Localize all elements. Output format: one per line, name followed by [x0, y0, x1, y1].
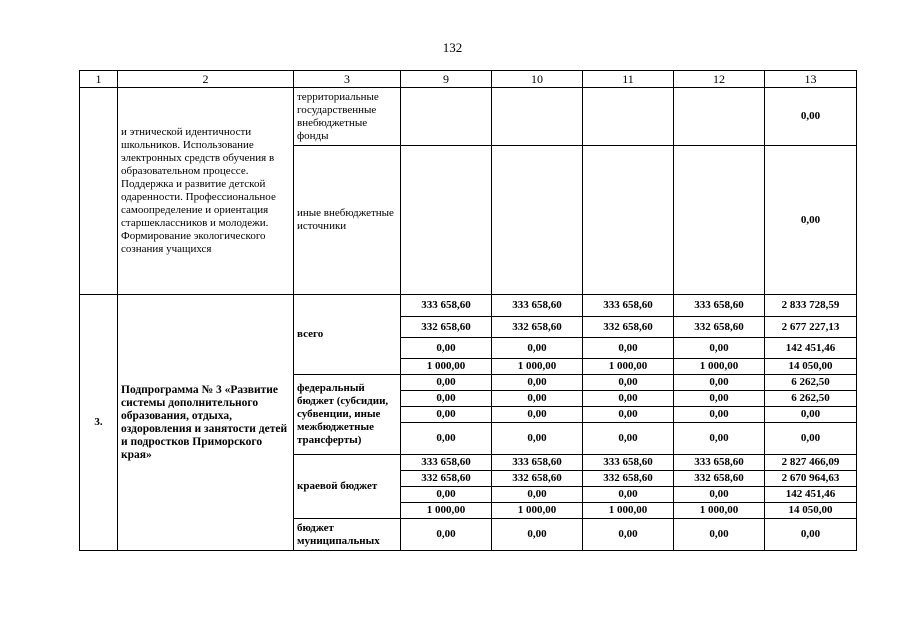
number-cell: [80, 88, 118, 295]
value-cell: 0,00: [765, 407, 857, 423]
funding-source: территориальные государственные внебюджетные фонды: [294, 88, 401, 146]
value-cell: 2 670 964,63: [765, 471, 857, 487]
subprogram-title: Подпрограмма № 3 «Развитие системы дополнительного образования, отдыха, оздоровления и занятости детей и подростков Приморского края»: [118, 295, 294, 551]
header-cell: 1: [80, 71, 118, 88]
funding-source: краевой бюджет: [294, 455, 401, 519]
value-cell: 0,00: [674, 407, 765, 423]
value-cell: 142 451,46: [765, 487, 857, 503]
value-cell: 14 050,00: [765, 359, 857, 375]
value-cell: 0,00: [674, 391, 765, 407]
value-cell: 0,00: [583, 391, 674, 407]
value-cell: 0,00: [401, 407, 492, 423]
value-cell: 0,00: [765, 423, 857, 455]
value-cell: [401, 146, 492, 295]
value-cell: 0,00: [492, 391, 583, 407]
value-cell: 2 677 227,13: [765, 317, 857, 338]
value-cell: 1 000,00: [674, 503, 765, 519]
value-cell: 333 658,60: [401, 295, 492, 317]
value-cell: 1 000,00: [583, 359, 674, 375]
table-row: [80, 88, 857, 146]
page-number: 132: [442, 40, 463, 55]
value-cell: 1 000,00: [583, 503, 674, 519]
value-cell: 333 658,60: [674, 455, 765, 471]
table-row: [80, 295, 857, 317]
value-cell: 0,00: [674, 338, 765, 359]
value-cell: 0,00: [492, 423, 583, 455]
value-cell: 0,00: [401, 487, 492, 503]
header-cell: 12: [674, 71, 765, 88]
value-cell: 0,00: [401, 375, 492, 391]
value-cell: [674, 88, 765, 146]
value-cell: 0,00: [583, 338, 674, 359]
value-cell: 0,00: [492, 338, 583, 359]
value-cell: 333 658,60: [583, 455, 674, 471]
value-cell: 0,00: [765, 88, 857, 146]
value-cell: 332 658,60: [401, 471, 492, 487]
value-cell: 0,00: [765, 146, 857, 295]
value-cell: [583, 146, 674, 295]
value-cell: 142 451,46: [765, 338, 857, 359]
value-cell: 6 262,50: [765, 391, 857, 407]
value-cell: 0,00: [583, 423, 674, 455]
header-row: [80, 71, 857, 88]
header-cell: 9: [401, 71, 492, 88]
funding-source: бюджет муниципальных: [294, 519, 401, 551]
budget-table: [79, 70, 857, 551]
value-cell: 0,00: [401, 519, 492, 551]
value-cell: 333 658,60: [674, 295, 765, 317]
funding-source: всего: [294, 295, 401, 375]
value-cell: 332 658,60: [583, 471, 674, 487]
value-cell: [492, 88, 583, 146]
value-cell: 1 000,00: [492, 503, 583, 519]
value-cell: 0,00: [674, 519, 765, 551]
value-cell: 0,00: [583, 375, 674, 391]
value-cell: 332 658,60: [492, 471, 583, 487]
value-cell: 0,00: [492, 407, 583, 423]
value-cell: 332 658,60: [674, 471, 765, 487]
value-cell: 0,00: [583, 487, 674, 503]
value-cell: [492, 146, 583, 295]
value-cell: 0,00: [492, 375, 583, 391]
value-cell: 0,00: [492, 519, 583, 551]
value-cell: 332 658,60: [674, 317, 765, 338]
header-cell: 10: [492, 71, 583, 88]
value-cell: 1 000,00: [492, 359, 583, 375]
value-cell: 333 658,60: [492, 295, 583, 317]
funding-source: федеральный бюджет (субсидии, субвенции, иные межбюджетные трансферты): [294, 375, 401, 455]
value-cell: 332 658,60: [401, 317, 492, 338]
header-cell: 13: [765, 71, 857, 88]
value-cell: 1 000,00: [674, 359, 765, 375]
value-cell: 332 658,60: [583, 317, 674, 338]
value-cell: 0,00: [674, 487, 765, 503]
value-cell: 0,00: [674, 375, 765, 391]
value-cell: 6 262,50: [765, 375, 857, 391]
value-cell: 1 000,00: [401, 359, 492, 375]
value-cell: 0,00: [765, 519, 857, 551]
value-cell: [583, 88, 674, 146]
value-cell: 14 050,00: [765, 503, 857, 519]
funding-source: иные внебюджетные источники: [294, 146, 401, 295]
header-cell: 3: [294, 71, 401, 88]
header-cell: 11: [583, 71, 674, 88]
measure-description: и этнической идентичности школьников. Использование электронных средств обучения в образовательном процессе. Поддержка и развитие детской одаренности. Профессиональное самоопределение и ориентация старшеклассников и молодежи. Формирование экологического сознания учащихся: [118, 88, 294, 295]
value-cell: 333 658,60: [401, 455, 492, 471]
value-cell: 2 827 466,09: [765, 455, 857, 471]
value-cell: 0,00: [492, 487, 583, 503]
header-cell: 2: [118, 71, 294, 88]
section-number: 3.: [80, 295, 118, 551]
value-cell: [674, 146, 765, 295]
value-cell: 1 000,00: [401, 503, 492, 519]
value-cell: 2 833 728,59: [765, 295, 857, 317]
value-cell: 0,00: [674, 423, 765, 455]
value-cell: 0,00: [401, 423, 492, 455]
value-cell: 0,00: [401, 391, 492, 407]
value-cell: 333 658,60: [583, 295, 674, 317]
value-cell: 0,00: [583, 519, 674, 551]
value-cell: 333 658,60: [492, 455, 583, 471]
value-cell: 0,00: [401, 338, 492, 359]
value-cell: [401, 88, 492, 146]
value-cell: 0,00: [583, 407, 674, 423]
value-cell: 332 658,60: [492, 317, 583, 338]
